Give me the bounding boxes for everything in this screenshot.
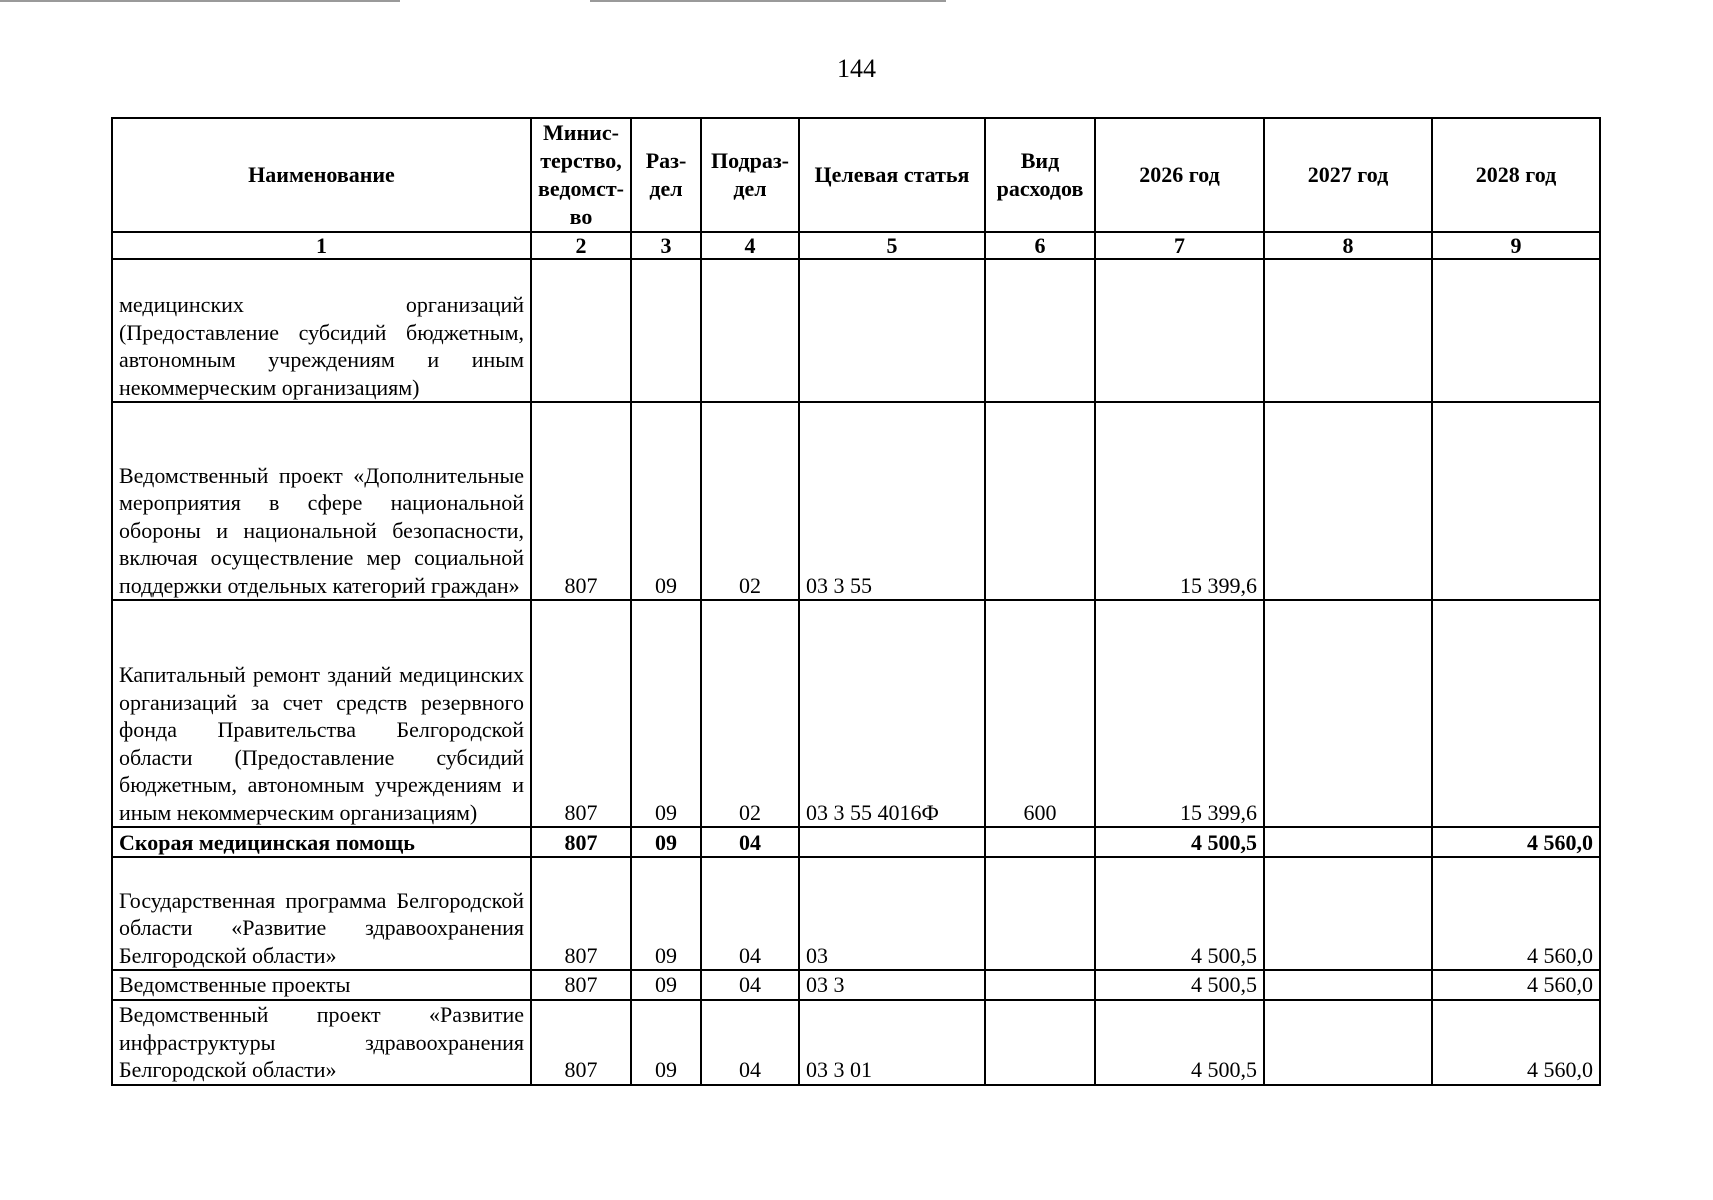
col-header-2028: 2028 год — [1432, 118, 1600, 232]
table-row-subtotal — [112, 827, 1600, 857]
row-section: 09 — [631, 970, 701, 1000]
col-number: 4 — [701, 232, 799, 259]
row-ministry: 807 — [531, 970, 631, 1000]
row-name: Государственная программа Белгородской области «Развитие здравоохранения Белгородской области» — [112, 857, 531, 970]
row-expense-type — [985, 827, 1095, 857]
row-target — [799, 259, 985, 402]
table-row — [112, 600, 1600, 827]
col-number: 7 — [1095, 232, 1264, 259]
row-target: 03 — [799, 857, 985, 970]
col-number: 9 — [1432, 232, 1600, 259]
row-2028: 4 560,0 — [1432, 1000, 1600, 1085]
col-number: 1 — [112, 232, 531, 259]
row-2027 — [1264, 1000, 1432, 1085]
row-2028: 4 560,0 — [1432, 970, 1600, 1000]
row-2026: 15 399,6 — [1095, 600, 1264, 827]
budget-table — [111, 117, 1601, 1086]
row-section — [631, 259, 701, 402]
col-header-2027: 2027 год — [1264, 118, 1432, 232]
row-ministry: 807 — [531, 402, 631, 600]
row-section: 09 — [631, 857, 701, 970]
row-target — [799, 827, 985, 857]
table-row — [112, 1000, 1600, 1085]
col-header-target: Целевая статья — [799, 118, 985, 232]
row-2028 — [1432, 402, 1600, 600]
row-subsection — [701, 259, 799, 402]
row-2027 — [1264, 402, 1432, 600]
row-target: 03 3 01 — [799, 1000, 985, 1085]
col-header-subsection: Подраз-дел — [701, 118, 799, 232]
row-expense-type: 600 — [985, 600, 1095, 827]
page-number: 144 — [837, 54, 876, 83]
row-subsection: 04 — [701, 1000, 799, 1085]
row-section: 09 — [631, 600, 701, 827]
row-expense-type — [985, 402, 1095, 600]
col-number: 6 — [985, 232, 1095, 259]
col-header-2026: 2026 год — [1095, 118, 1264, 232]
row-section: 09 — [631, 1000, 701, 1085]
row-ministry — [531, 259, 631, 402]
col-header-ministry: Минис-терство, ведомст-во — [531, 118, 631, 232]
row-subsection: 04 — [701, 827, 799, 857]
row-2026: 4 500,5 — [1095, 1000, 1264, 1085]
row-ministry: 807 — [531, 857, 631, 970]
row-2026 — [1095, 259, 1264, 402]
table-row — [112, 857, 1600, 970]
row-section: 09 — [631, 402, 701, 600]
row-2026: 15 399,6 — [1095, 402, 1264, 600]
row-2028 — [1432, 259, 1600, 402]
row-name: Ведомственный проект «Дополнительные мероприятия в сфере национальной обороны и национальной безопасности, включая осуществление мер социальной поддержки отдельных категорий граждан» — [112, 402, 531, 600]
row-2026: 4 500,5 — [1095, 827, 1264, 857]
row-name: Капитальный ремонт зданий медицинских организаций за счет средств резервного фонда Правительства Белгородской области (Предоставление субсидий бюджетным, автономным учреждениям и иным некоммерческим организациям) — [112, 600, 531, 827]
row-subsection: 04 — [701, 970, 799, 1000]
row-subsection: 04 — [701, 857, 799, 970]
col-header-expense-type: Вид расходов — [985, 118, 1095, 232]
row-target: 03 3 — [799, 970, 985, 1000]
col-number: 8 — [1264, 232, 1432, 259]
table-row — [112, 970, 1600, 1000]
row-2027 — [1264, 970, 1432, 1000]
scan-artifact-line — [590, 0, 946, 2]
row-section: 09 — [631, 827, 701, 857]
table-row — [112, 402, 1600, 600]
col-number: 2 — [531, 232, 631, 259]
row-expense-type — [985, 857, 1095, 970]
row-name: Скорая медицинская помощь — [112, 827, 531, 857]
row-name: медицинских организаций (Предоставление субсидий бюджетным, автономным учреждениям и иным некоммерческим организациям) — [112, 259, 531, 402]
row-2027 — [1264, 827, 1432, 857]
row-subsection: 02 — [701, 600, 799, 827]
col-number: 3 — [631, 232, 701, 259]
scan-artifact-line — [0, 0, 400, 2]
row-subsection: 02 — [701, 402, 799, 600]
row-name: Ведомственный проект «Развитие инфраструктуры здравоохранения Белгородской области» — [112, 1000, 531, 1085]
row-target: 03 3 55 4016Ф — [799, 600, 985, 827]
row-expense-type — [985, 970, 1095, 1000]
row-2027 — [1264, 259, 1432, 402]
row-2028: 4 560,0 — [1432, 827, 1600, 857]
column-number-row — [112, 232, 1600, 259]
col-header-section: Раз-дел — [631, 118, 701, 232]
table-row — [112, 259, 1600, 402]
col-header-name: Наименование — [112, 118, 531, 232]
row-2026: 4 500,5 — [1095, 970, 1264, 1000]
row-ministry: 807 — [531, 600, 631, 827]
col-number: 5 — [799, 232, 985, 259]
row-target: 03 3 55 — [799, 402, 985, 600]
row-2028 — [1432, 600, 1600, 827]
row-ministry: 807 — [531, 827, 631, 857]
header-row — [112, 118, 1600, 232]
row-expense-type — [985, 1000, 1095, 1085]
row-2027 — [1264, 857, 1432, 970]
row-2028: 4 560,0 — [1432, 857, 1600, 970]
row-2026: 4 500,5 — [1095, 857, 1264, 970]
row-name: Ведомственные проекты — [112, 970, 531, 1000]
row-expense-type — [985, 259, 1095, 402]
row-ministry: 807 — [531, 1000, 631, 1085]
row-2027 — [1264, 600, 1432, 827]
